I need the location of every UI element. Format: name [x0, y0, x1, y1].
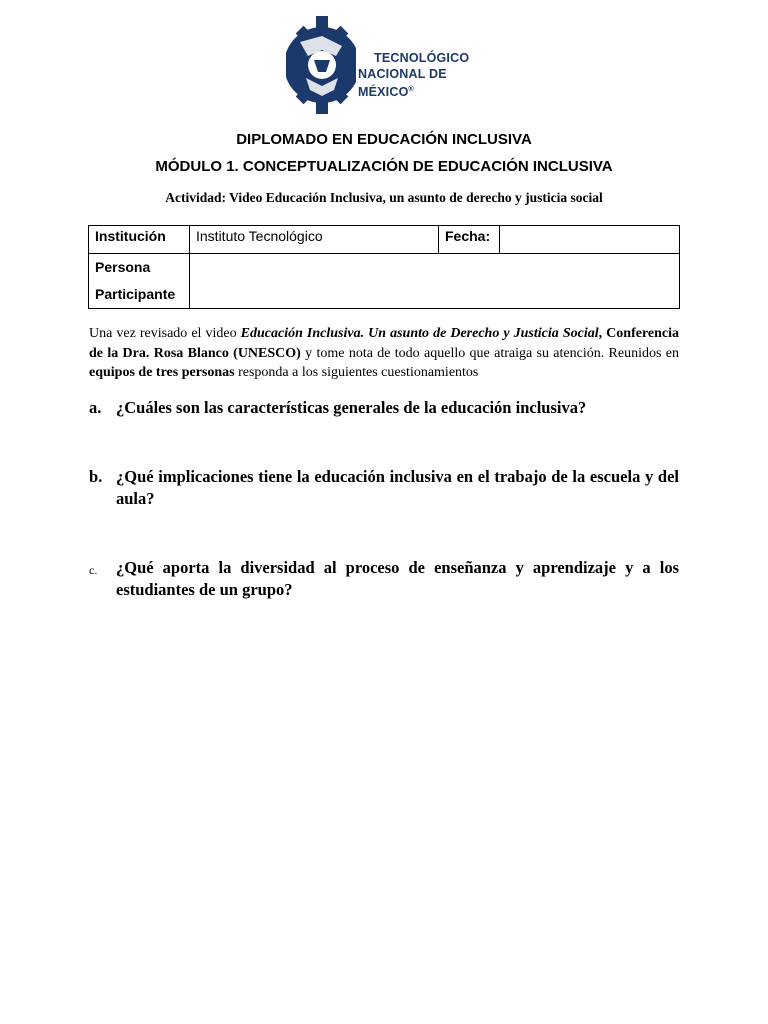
intro-text-2: y tome nota de todo aquello que atraiga su atención. Reunidos en	[300, 345, 679, 361]
document-title: DIPLOMADO EN EDUCACIÓN INCLUSIVA	[236, 131, 532, 148]
question-b	[89, 466, 679, 510]
instructions-paragraph	[89, 324, 679, 383]
question-marker: b.	[89, 467, 103, 486]
logo-line-2	[358, 66, 498, 100]
participant-info-table	[88, 225, 680, 309]
participant-field[interactable]	[190, 254, 680, 309]
institution-field[interactable]: Instituto Tecnológico	[190, 226, 439, 254]
question-marker: a.	[89, 398, 102, 417]
question-c	[89, 557, 679, 601]
intro-text-3: responda a los siguientes cuestionamientos	[234, 365, 479, 380]
date-label: Fecha:	[439, 226, 500, 254]
tecnm-logo	[286, 16, 498, 114]
question-text: ¿Cuáles son las características generales de la educación inclusiva?	[116, 398, 587, 417]
participant-label-line-1: Persona	[95, 259, 151, 275]
intro-comma: ,	[598, 326, 607, 341]
participant-label	[89, 254, 190, 309]
registered-mark: ®	[408, 86, 414, 93]
participant-row	[89, 254, 680, 309]
intro-text-1: Una vez revisado el video	[89, 326, 241, 341]
logo-line-1: TECNOLÓGICO	[374, 51, 470, 65]
activity-title: Actividad: Video Educación Inclusiva, un asunto de derecho y justicia social	[165, 190, 603, 205]
team-size: equipos de tres personas	[89, 365, 235, 380]
conference-name: Conferencia de la Dra. Rosa Blanco (UNESCO)	[89, 326, 680, 361]
gear-emblem-icon	[286, 16, 356, 114]
institution-label: Institución	[89, 226, 190, 254]
question-a	[89, 397, 679, 419]
question-marker: c.	[89, 563, 98, 577]
institution-row	[89, 226, 680, 254]
question-text: ¿Qué aporta la diversidad al proceso de enseñanza y aprendizaje y a los estudiantes de un grupo?	[116, 558, 679, 599]
participant-label-line-2: Participante	[95, 286, 176, 302]
question-text: ¿Qué implicaciones tiene la educación inclusiva en el trabajo de la escuela y del aula?	[116, 467, 679, 508]
document-subtitle: MÓDULO 1. CONCEPTUALIZACIÓN DE EDUCACIÓN INCLUSIVA	[155, 158, 613, 175]
video-title: Educación Inclusiva. Un asunto de Derecho y Justicia Social	[240, 326, 599, 341]
logo-line-2-text: NACIONAL DE MÉXICO	[358, 67, 447, 100]
logo-wordmark	[358, 50, 498, 100]
date-field[interactable]	[500, 226, 680, 254]
